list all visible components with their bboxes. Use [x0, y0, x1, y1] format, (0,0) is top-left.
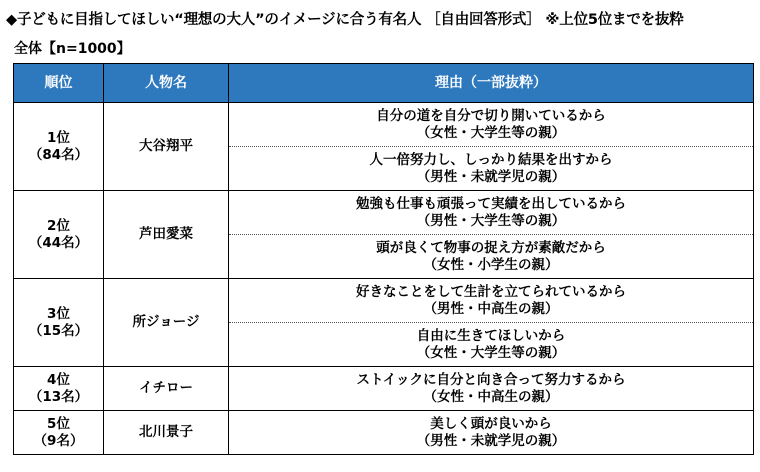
respondent-label: （女性・小学生の親）: [423, 256, 559, 273]
reason-text: 好きなことをして生計を立てられているから: [356, 283, 626, 300]
sample-size-label: 全体【n=1000】: [14, 41, 131, 57]
header-reason: 理由（一部抜粋）: [229, 64, 754, 103]
respondent-label: （男性・未就学児の親）: [416, 432, 566, 449]
rank-cell: [14, 279, 104, 367]
table-row: [14, 191, 754, 235]
respondent-label: （女性・中高生の親）: [423, 388, 559, 405]
respondent-label: （女性・大学生等の親）: [416, 124, 566, 141]
person-name: 芦田愛菜: [104, 191, 229, 279]
reason-cell: [229, 191, 754, 235]
reason-text: 頭が良くて物事の捉え方が素敵だから: [376, 239, 606, 256]
reason-text: ストイックに自分と向き合って努力するから: [356, 371, 626, 388]
table-row: [14, 279, 754, 323]
reason-cell: [229, 367, 754, 411]
table-row: [14, 367, 754, 411]
reason-cell: [229, 323, 754, 367]
table-row: [14, 103, 754, 147]
rank-count: （15名）: [28, 322, 89, 339]
rank-count: （44名）: [28, 234, 89, 251]
person-name: 大谷翔平: [104, 103, 229, 191]
person-name: イチロー: [104, 367, 229, 411]
respondent-label: （男性・大学生等の親）: [416, 212, 566, 229]
rank-label: 2位: [47, 217, 70, 234]
page-title: ◆子どもに目指してほしい“理想の大人”のイメージに合う有名人 ［自由回答形式］ ※上位5位までを抜粋: [6, 12, 684, 28]
reason-cell: [229, 147, 754, 191]
respondent-label: （男性・中高生の親）: [423, 300, 559, 317]
reason-text: 自由に生きてほしいから: [416, 327, 566, 344]
rank-cell: [14, 103, 104, 191]
reason-text: 人一倍努力し、しっかり結果を出すから: [369, 151, 613, 168]
rank-label: 4位: [47, 371, 70, 388]
header-rank: 順位: [14, 64, 104, 103]
person-name: 北川景子: [104, 411, 229, 455]
person-name: 所ジョージ: [104, 279, 229, 367]
rank-label: 5位: [47, 415, 70, 432]
reason-cell: [229, 279, 754, 323]
ranking-table: [13, 63, 754, 455]
table-header-row: [14, 64, 754, 103]
table-row: [14, 411, 754, 455]
reason-cell: [229, 103, 754, 147]
rank-label: 3位: [47, 305, 70, 322]
reason-text: 美しく頭が良いから: [430, 415, 552, 432]
rank-count: （84名）: [28, 146, 89, 163]
rank-cell: [14, 191, 104, 279]
rank-count: （13名）: [28, 388, 89, 405]
header-person: 人物名: [104, 64, 229, 103]
reason-cell: [229, 235, 754, 279]
rank-label: 1位: [47, 129, 70, 146]
rank-cell: [14, 411, 104, 455]
respondent-label: （女性・大学生等の親）: [416, 344, 566, 361]
rank-cell: [14, 367, 104, 411]
reason-text: 勉強も仕事も頑張って実績を出しているから: [356, 195, 626, 212]
reason-cell: [229, 411, 754, 455]
rank-count: （9名）: [33, 432, 84, 449]
reason-text: 自分の道を自分で切り開いているから: [376, 107, 606, 124]
respondent-label: （男性・未就学児の親）: [416, 168, 566, 185]
